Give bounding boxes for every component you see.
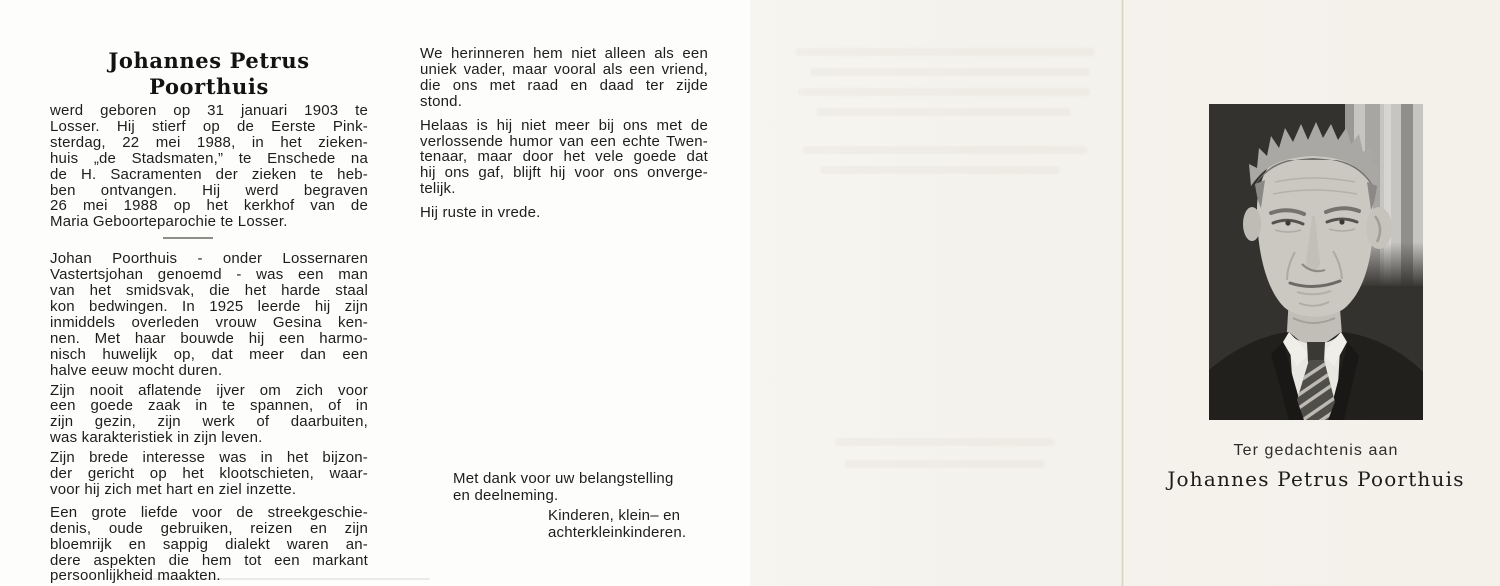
text-line: inmiddels overleden vrouw Gesina ken-	[50, 313, 368, 331]
bleedthrough-mark	[798, 88, 1090, 96]
thanks-paragraph	[453, 470, 713, 505]
rest-in-peace-line	[420, 205, 708, 221]
text-line: Zijn nooit aflatende ijver om zich voor	[50, 381, 368, 399]
text-line: was karakteristiek in zijn leven.	[50, 429, 263, 447]
biography-paragraph-4	[50, 505, 368, 585]
bleedthrough-mark	[816, 108, 1071, 116]
text-line: telijk.	[420, 180, 456, 198]
text-line: ben ontvangen. Hij werd begraven	[50, 181, 368, 199]
bleedthrough-mark	[795, 48, 1095, 56]
biography-paragraph-3	[50, 450, 368, 498]
bleedthrough-mark	[810, 68, 1090, 76]
memorial-caption	[1140, 441, 1492, 492]
biography-paragraph-2	[50, 383, 368, 447]
text-line: Helaas is hij niet meer bij ons met de	[420, 116, 708, 134]
bleedthrough-mark	[835, 438, 1055, 446]
text-line: halve eeuw mocht duren.	[50, 361, 223, 379]
text-line: der gericht op het klootschieten, waar-	[50, 465, 368, 483]
obituary-column	[50, 48, 368, 584]
text-line: Hij ruste in vrede.	[420, 204, 541, 222]
text-line: persoonlijkheid maakten.	[50, 567, 221, 585]
remembrance-paragraph-2	[420, 118, 708, 198]
text-line: sterdag, 22 mei 1988, in het zieken-	[50, 133, 368, 151]
signature-paragraph	[548, 507, 713, 542]
text-line: huis „de Stadsmaten,” te Enschede na	[50, 149, 368, 167]
scan-edge-shadow	[130, 578, 430, 580]
biography-paragraph-1	[50, 251, 368, 378]
text-line: voor hij zich met hart en ziel inzette.	[50, 480, 297, 498]
portrait-photo-image	[1209, 104, 1423, 420]
text-line: bloemrijk en sappig dialekt waren an-	[50, 535, 368, 553]
text-line: Een grote liefde voor de streekgeschie-	[50, 503, 368, 521]
remembrance-paragraph-1	[420, 46, 708, 110]
card-cover-page	[750, 0, 1500, 586]
text-line: denis, oude gebruiken, reizen en zijn	[50, 519, 368, 537]
text-line: Kinderen, klein– en	[548, 506, 681, 524]
caption-name-line: Johannes Petrus Poorthuis	[1167, 467, 1465, 491]
section-divider	[163, 237, 213, 239]
text-line: van het smidsvak, die het harde staal	[50, 282, 368, 300]
text-line: hij ons gaf, blijft hij voor ons onverge-	[420, 164, 708, 182]
text-line: uniek vader, maar vooral als een vriend,	[420, 60, 708, 78]
remembrance-column	[420, 46, 708, 221]
text-line: Maria Geboorteparochie te Losser.	[50, 213, 288, 231]
text-line: Zijn brede interesse was in het bijzon-	[50, 449, 368, 467]
text-line: werd geboren op 31 januari 1903 te	[50, 102, 368, 119]
text-line: die ons met raad en daad ter zijde	[420, 76, 708, 94]
text-line: een goede zaak in te spannen, of in	[50, 397, 368, 415]
text-line: stond.	[420, 92, 463, 110]
text-line: tenaar, maar door het vele goede dat	[420, 148, 708, 166]
text-line: de H. Sacramenten der zieken te heb-	[50, 165, 368, 183]
acknowledgement-block	[453, 470, 713, 541]
text-line: Johan Poorthuis - onder Lossernaren	[50, 250, 368, 268]
text-line: Met dank voor uw belangstelling	[453, 470, 674, 487]
caption-dedication-line: Ter gedachtenis aan	[1233, 442, 1399, 459]
text-line: achterkleinkinderen.	[548, 523, 687, 541]
bleedthrough-mark	[802, 146, 1087, 154]
birth-death-paragraph	[50, 103, 368, 230]
text-line: nisch huwelijk op, dat meer dan een	[50, 345, 368, 363]
bleedthrough-mark	[820, 166, 1060, 174]
text-line: Losser. Hij stierf op de Eerste Pink-	[50, 117, 368, 135]
memorial-title: Johannes Petrus Poorthuis	[108, 48, 310, 99]
text-line: zijn gezin, zijn werk of daarbuiten,	[50, 413, 368, 431]
text-line: en deelneming.	[453, 487, 559, 505]
text-line: nen. Met haar bouwde hij een harmo-	[50, 329, 368, 347]
text-line: Vastertsjohan genoemd - was een man	[50, 266, 368, 284]
fold-crease	[1121, 0, 1125, 586]
text-line: kon bedwingen. In 1925 leerde hij zijn	[50, 297, 368, 315]
text-line: 26 mei 1988 op het kerkhof van de	[50, 197, 368, 215]
portrait-photo	[1209, 104, 1423, 420]
bleedthrough-mark	[845, 460, 1045, 468]
text-line: verlossende humor van een echte Twen-	[420, 132, 708, 150]
text-line: dere aspekten die hem tot een markant	[50, 551, 368, 569]
text-line: We herinneren hem niet alleen als een	[420, 45, 708, 62]
